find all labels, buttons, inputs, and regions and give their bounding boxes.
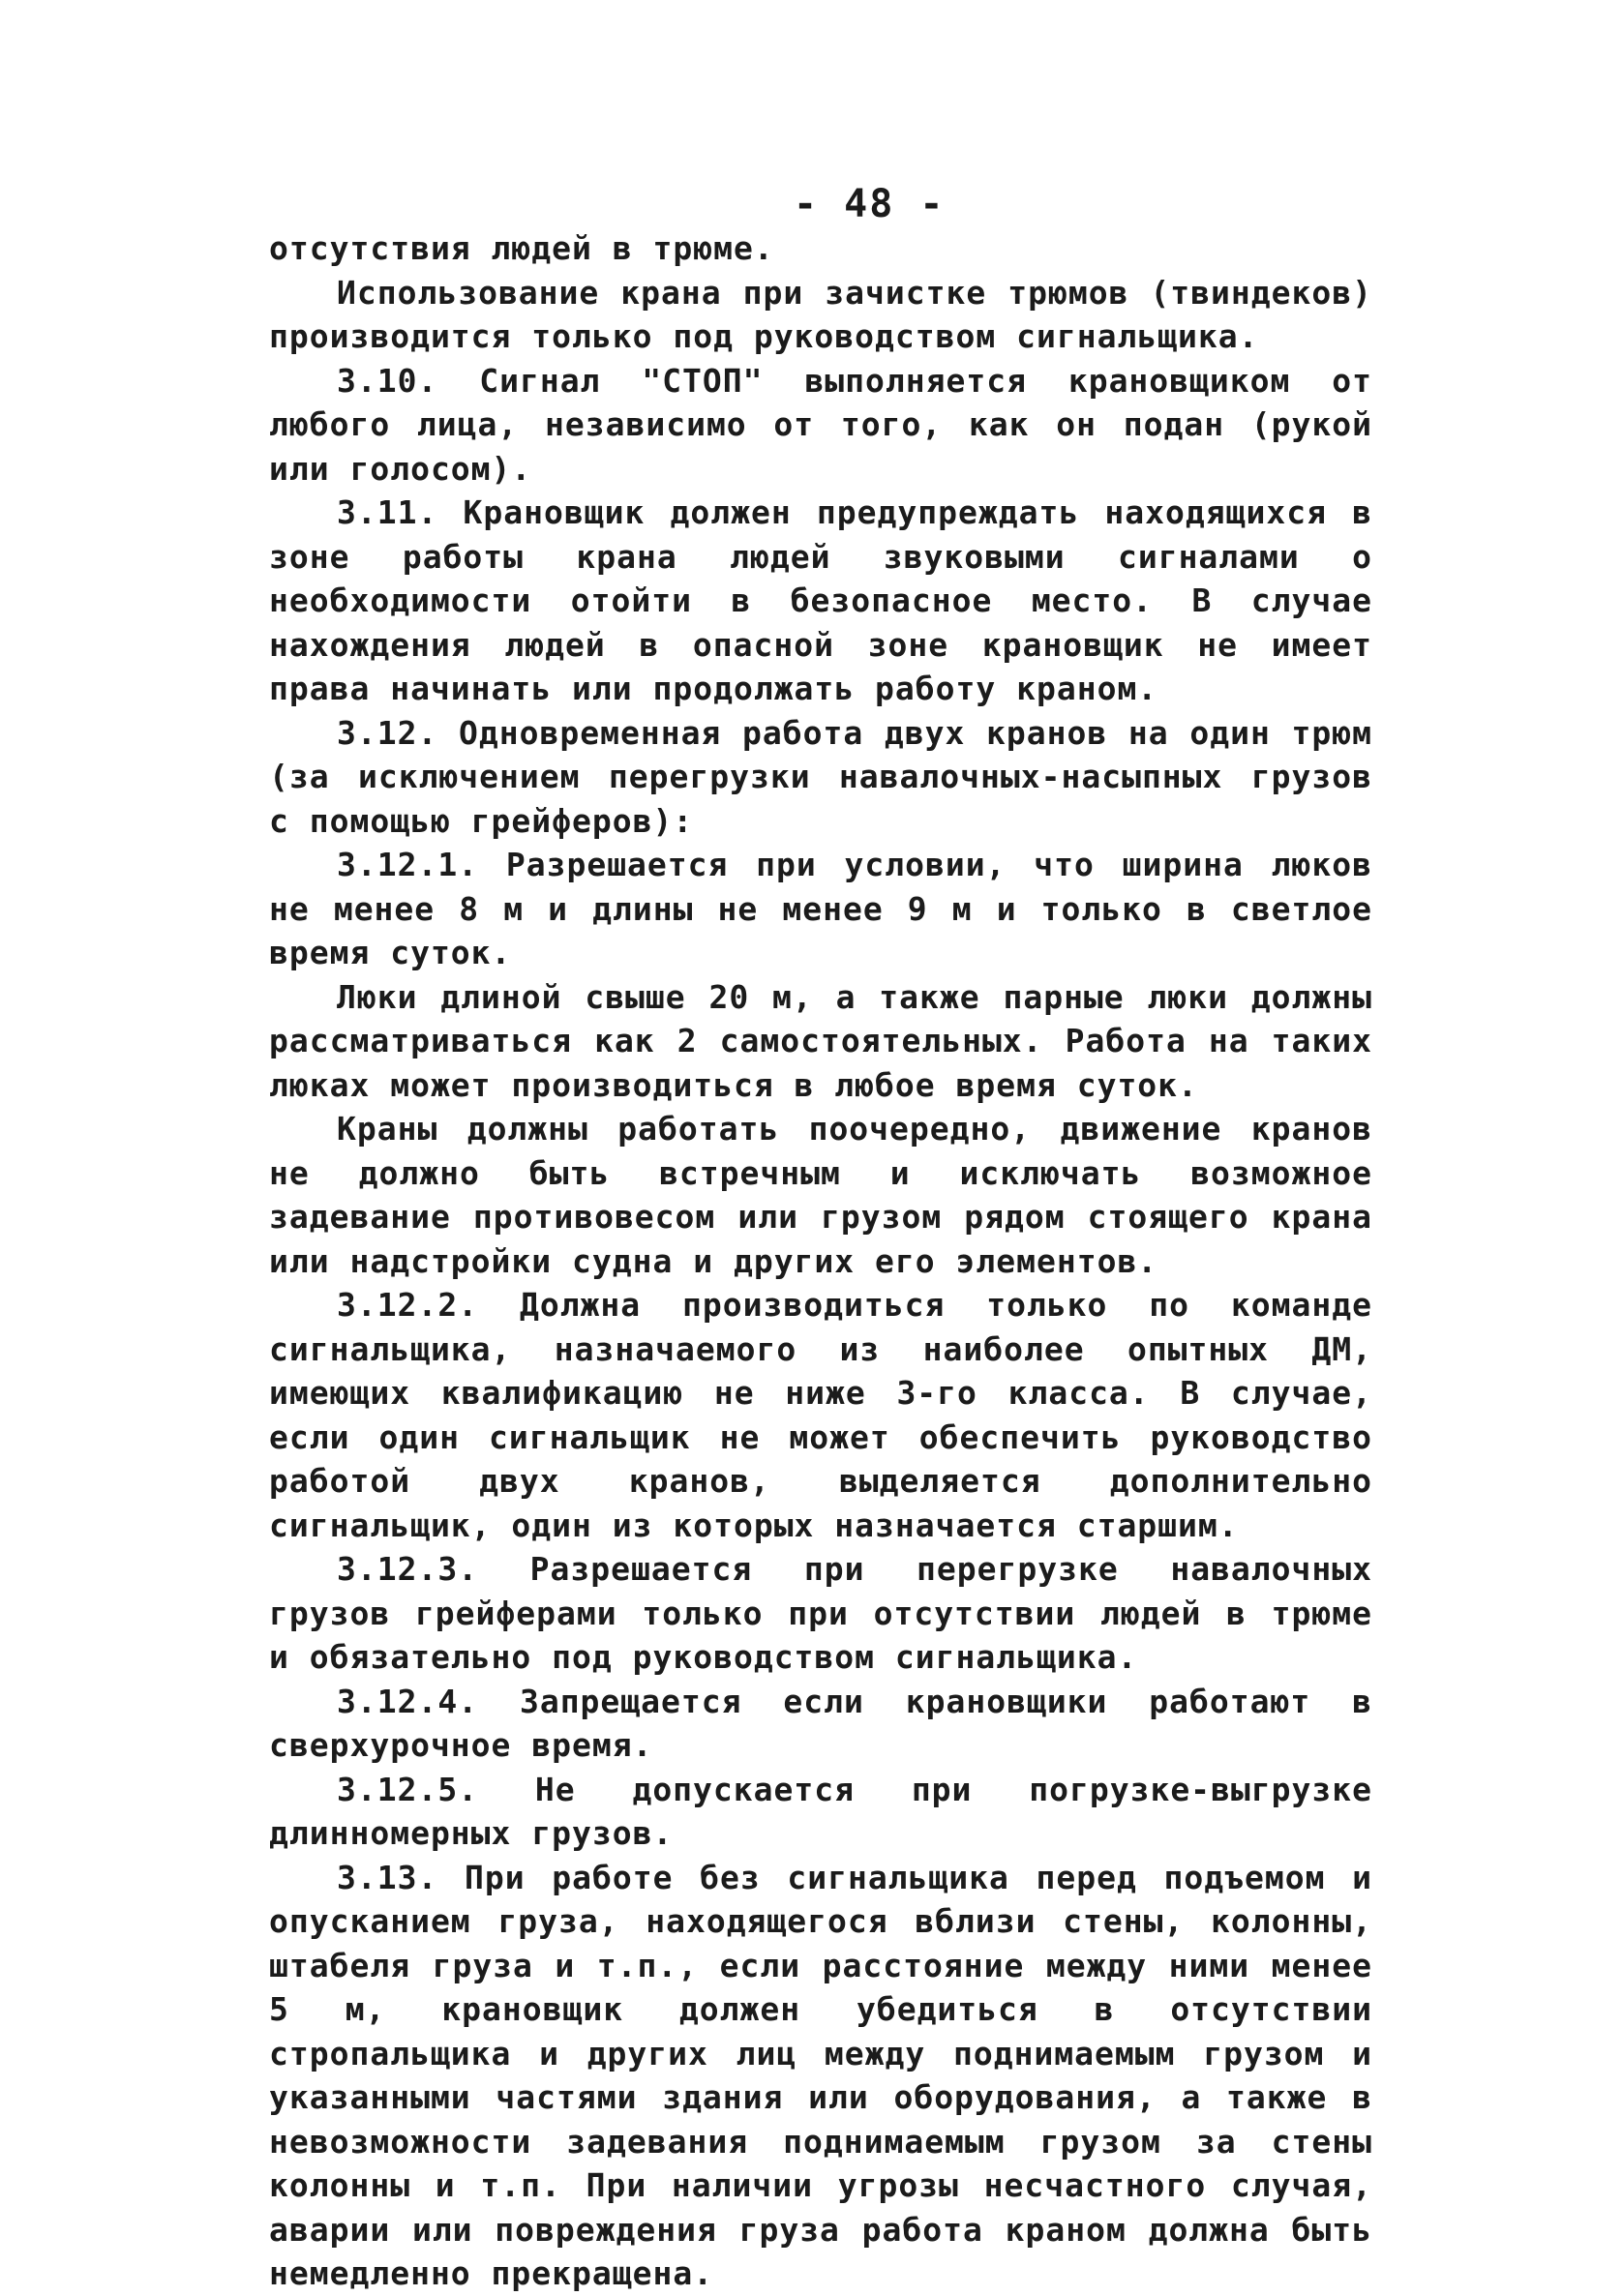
paragraph-3-12-3: 3.12.3. Разрешается при перегрузке навалочных грузов грейферами только при отсутствии людей в трюме и обязательно под руководством сигнальщика. bbox=[269, 1550, 1372, 1676]
paragraph-cranes: Краны должны работать поочередно, движение кранов не должно быть встречным и исключать возможное задевание противовесом или грузом рядом стоящего крана или надстройки судна и других его элементов. bbox=[269, 1110, 1372, 1280]
paragraph-hatches: Люки длиной свыше 20 м, а также парные люки должны рассматриваться как 2 самостоятельных. Работа на таких люках может производиться в любое время суток. bbox=[269, 977, 1372, 1104]
page-number: - 48 - bbox=[794, 182, 946, 226]
paragraph-3-13: 3.13. При работе без сигнальщика перед подъемом и опусканием груза, находящегося вблизи стены, колонны, штабеля груза и т.п., если расстояние между ними менее 5 м, крановщик должен убедиться в отсутствии стропальщика и других лиц между поднимаемым грузом и указанными частями здания или оборудования, а также в невозможности задевания поднимаемым грузом за стены колонны и т.п. При наличии угрозы несчастного случая, аварии или повреждения груза работа краном должна быть немедленно прекращена. bbox=[269, 1858, 1372, 2292]
paragraph-3-11: 3.11. Крановщик должен предупреждать находящихся в зоне работы крана людей звуковыми сигналами о необходимости отойти в безопасное место. В случае нахождения людей в опасной зоне крановщик не имеет права начинать или продолжать работу краном. bbox=[269, 493, 1372, 707]
paragraph-3-12-2: 3.12.2. Должна производиться только по команде сигнальщика, назначаемого из наиболее опытных ДМ, имеющих квалификацию не ниже 3-го класса. В случае, если один сигнальщик не может обеспечить руководство работой двух кранов, выделяется дополнительно сигнальщик, один из которых назначается старшим. bbox=[269, 1286, 1372, 1544]
paragraph-1: отсутствия людей в трюме. bbox=[269, 229, 774, 267]
paragraph-3-12-4: 3.12.4. Запрещается если крановщики работают в сверхурочное время. bbox=[269, 1682, 1372, 1764]
paragraph-2: Использование крана при зачистке трюмов (твиндеков) производится только под руководством сигнальщика. bbox=[269, 273, 1372, 355]
paragraph-3-12: 3.12. Одновременная работа двух кранов на один трюм (за исключением перегрузки навалочных-насыпных грузов с помощью грейферов): bbox=[269, 713, 1372, 840]
paragraph-3-12-5: 3.12.5. Не допускается при погрузке-выгрузке длинномерных грузов. bbox=[269, 1770, 1372, 1852]
paragraph-3-12-1: 3.12.1. Разрешается при условии, что ширина люков не менее 8 м и длины не менее 9 м и только в светлое время суток. bbox=[269, 846, 1372, 971]
body-text bbox=[269, 226, 1372, 2296]
paragraph-3-10: 3.10. Сигнал "СТОП" выполняется крановщиком от любого лица, независимо от того, как он подан (рукой или голосом). bbox=[269, 361, 1372, 488]
